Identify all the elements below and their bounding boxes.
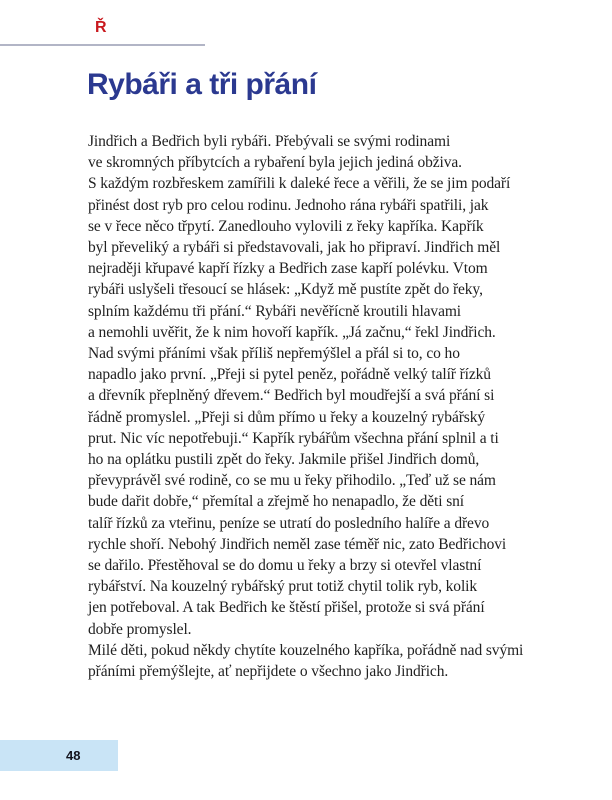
- story-line: prut. Nic víc nepotřebuji.“ Kapřík rybářům všechna přání splnil a ti: [88, 429, 499, 447]
- story-title: Rybáři a tři přání: [87, 68, 317, 101]
- story-line: rybářství. Na kouzelný rybářský prut totiž chytil tolik ryb, kolik: [88, 578, 478, 596]
- story-line: přáními přemýšlejte, ať nepřijdete o všechno jako Jindřich.: [88, 663, 449, 681]
- story-line: se v řece něco třpytí. Zanedlouho vylovili z řeky kapříka. Kapřík: [88, 217, 484, 235]
- story-line: bude dařit dobře,“ přemítal a zřejmě ho nenapadlo, že děti sní: [88, 493, 464, 511]
- story-line: ho na oplátku pustili zpět do řeky. Jakmile přišel Jindřich domů,: [88, 451, 480, 469]
- story-line: rybáři uslyšeli třesoucí se hlásek: „Když mě pustíte zpět do řeky,: [88, 281, 483, 299]
- story-line: ve skromných příbytcích a rybaření byla jejich jediná obživa.: [88, 154, 462, 172]
- story-line: napadlo jako první. „Přeji si pytel peněz, pořádně velký talíř řízků: [88, 366, 491, 384]
- story-line: rychle shoří. Nebohý Jindřich neměl zase téměř nic, zato Bedřichovi: [88, 535, 507, 553]
- story-line: dobře promyslel.: [88, 620, 192, 638]
- story-line: talíř řízků za vteřinu, peníze se utratí do posledního halíře a dřevo: [88, 514, 490, 532]
- header-rule: [0, 44, 205, 46]
- story-line: nejraději křupavé kapří řízky a Bedřich zase kapří polévku. Vtom: [88, 260, 488, 278]
- story-line: jen potřeboval. A tak Bedřich ke štěstí přišel, protože si svá přání: [88, 599, 485, 617]
- story-line: Nad svými přáními však příliš nepřemýšlel a přál si to, co ho: [88, 345, 460, 363]
- story-line: byl převeliký a rybáři si představovali, jak ho připraví. Jindřich měl: [88, 239, 501, 257]
- story-line: přinést dost ryb pro celou rodinu. Jednoho rána rybáři spatřili, jak: [88, 196, 489, 214]
- story-line: a nemohli uvěřit, že k nim hovoří kapřík. „Já začnu,“ řekl Jindřich.: [88, 323, 496, 341]
- story-line: S každým rozbřeskem zamířili k daleké řece a věřili, že se jim podaří: [88, 175, 511, 193]
- story-line: se dařilo. Přestěhoval se do domu u řeky a brzy si otevřel vlastní: [88, 557, 482, 575]
- page-number: 48: [66, 748, 81, 763]
- section-letter: Ř: [95, 19, 107, 36]
- story-line: a dřevník přeplněný dřevem.“ Bedřich byl moudřejší a svá přání si: [88, 387, 495, 405]
- story-line: řádně promyslel. „Přeji si dům přímo u řeky a kouzelný rybářský: [88, 408, 486, 426]
- story-line: Jindřich a Bedřich byli rybáři. Přebývali se svými rodinami: [88, 133, 451, 150]
- story-line: splním každému tři přání.“ Rybáři nevěřícně kroutili hlavami: [88, 302, 462, 320]
- story-paragraph: [88, 131, 563, 682]
- story-line: převyprávěl své rodině, co se mu u řeky přihodilo. „Teď už se nám: [88, 472, 496, 490]
- page-number-band: [0, 740, 118, 771]
- story-line: Milé děti, pokud někdy chytíte kouzelného kapříka, pořádně nad svými: [88, 641, 524, 659]
